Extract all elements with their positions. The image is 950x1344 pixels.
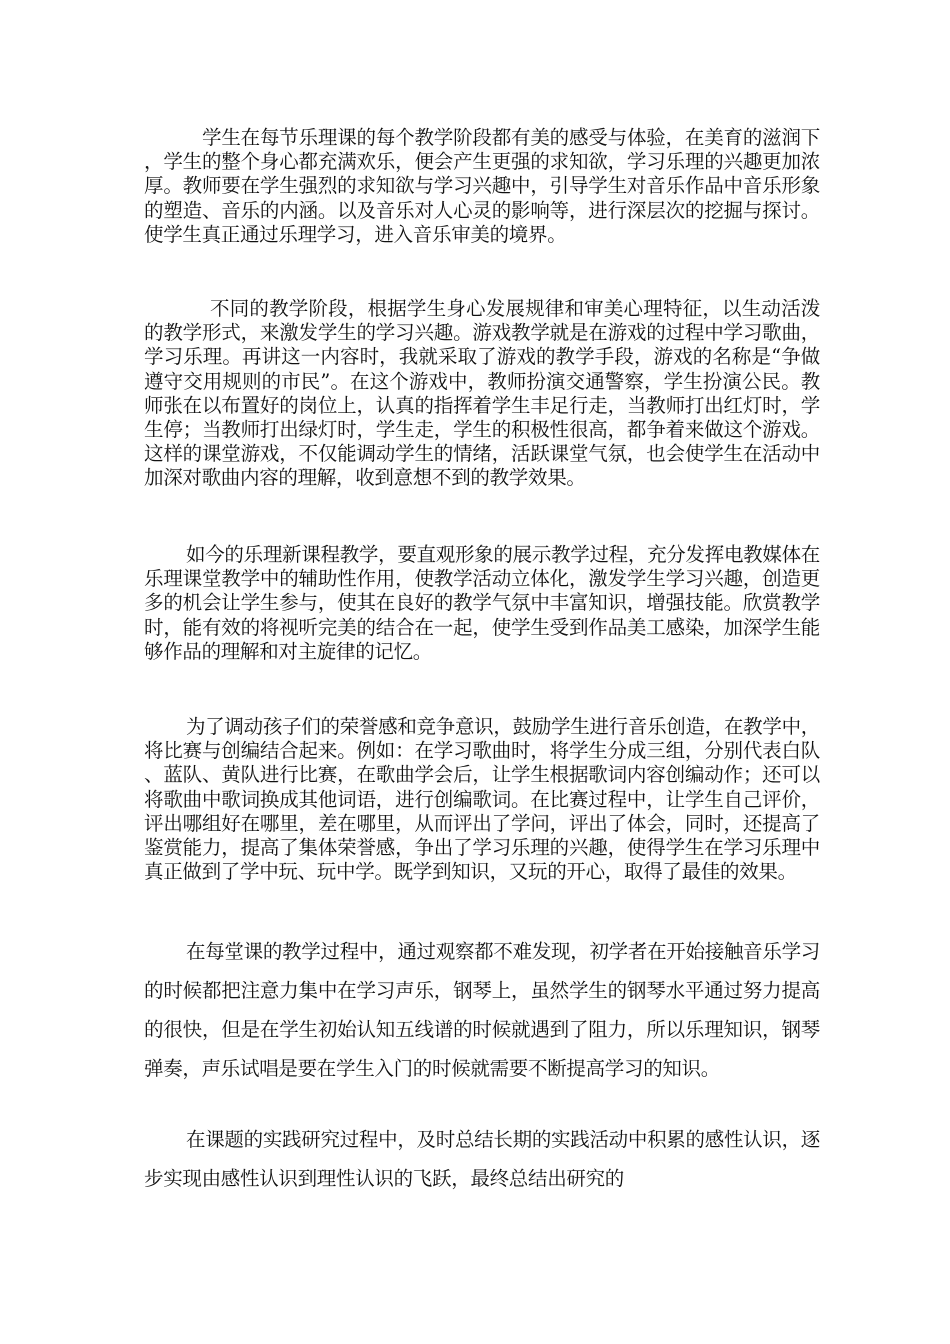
paragraph-5: 在每堂课的教学过程中，通过观察都不难发现，初学者在开始接触音乐学习的时候都把注意力集中在学习声乐，钢琴上，虽然学生的钢琴水平通过努力提高的很快，但是在学生初始认知五线谱的时候就遇到了阻力，所以乐理知识，钢琴弹奏，声乐试唱是要在学生入门的时候就需要不断提高学习的知识。 [144, 940, 820, 1080]
paragraph-2: 不同的教学阶段，根据学生身心发展规律和审美心理特征，以生动活泼的教学形式，来激发学生的学习兴趣。游戏教学就是在游戏的过程中学习歌曲，学习乐理。再讲这一内容时，我就采取了游戏的教学手段，游戏的名称是“争做遵守交用规则的市民”。在这个游戏中，教师扮演交通警察，学生扮演公民。教师张在以布置好的岗位上，认真的指挥着学生丰足行走，当教师打出红灯时，学生停；当教师打出绿灯时，学生走，学生的积极性很高，都争着来做这个游戏。这样的课堂游戏，不仅能调动学生的情绪，活跃课堂气氛，也会使学生在活动中加深对歌曲内容的理解，收到意想不到的教学效果。 [144, 297, 820, 490]
paragraph-3: 如今的乐理新课程教学，要直观形象的展示教学过程，充分发挥电教媒体在乐理课堂教学中的辅助性作用，使教学活动立体化，激发学生学习兴趣，创造更多的机会让学生参与，使其在良好的教学气氛中丰富知识，增强技能。欣赏教学时，能有效的将视听完美的结合在一起，使学生受到作品美工感染，加深学生能够作品的理解和对主旋律的记忆。 [144, 543, 820, 663]
paragraph-6: 在课题的实践研究过程中，及时总结长期的实践活动中积累的感性认识，逐步实现由感性认识到理性认识的飞跃，最终总结出研究的 [144, 1128, 820, 1190]
paragraph-1: 学生在每节乐理课的每个教学阶段都有美的感受与体验，在美育的滋润下，学生的整个身心都充满欢乐，便会产生更强的求知欲，学习乐理的兴趣更加浓厚。教师要在学生强烈的求知欲与学习兴趣中，引导学生对音乐作品中音乐形象的塑造、音乐的内涵。以及音乐对人心灵的影响等，进行深层次的挖掘与探讨。使学生真正通过乐理学习，进入音乐审美的境界。 [144, 126, 820, 246]
paragraph-4: 为了调动孩子们的荣誉感和竞争意识，鼓励学生进行音乐创造，在教学中，将比赛与创编结合起来。例如：在学习歌曲时，将学生分成三组，分别代表白队、蓝队、黄队进行比赛，在歌曲学会后，让学生根据歌词内容创编动作；还可以将歌曲中歌词换成其他词语，进行创编歌词。在比赛过程中，让学生自己评价，评出哪组好在哪里，差在哪里，从而评出了学问，评出了体会，同时，还提高了鉴赏能力，提高了集体荣誉感，争出了学习乐理的兴趣，使得学生在学习乐理中真正做到了学中玩、玩中学。既学到知识，又玩的开心，取得了最佳的效果。 [144, 715, 820, 884]
